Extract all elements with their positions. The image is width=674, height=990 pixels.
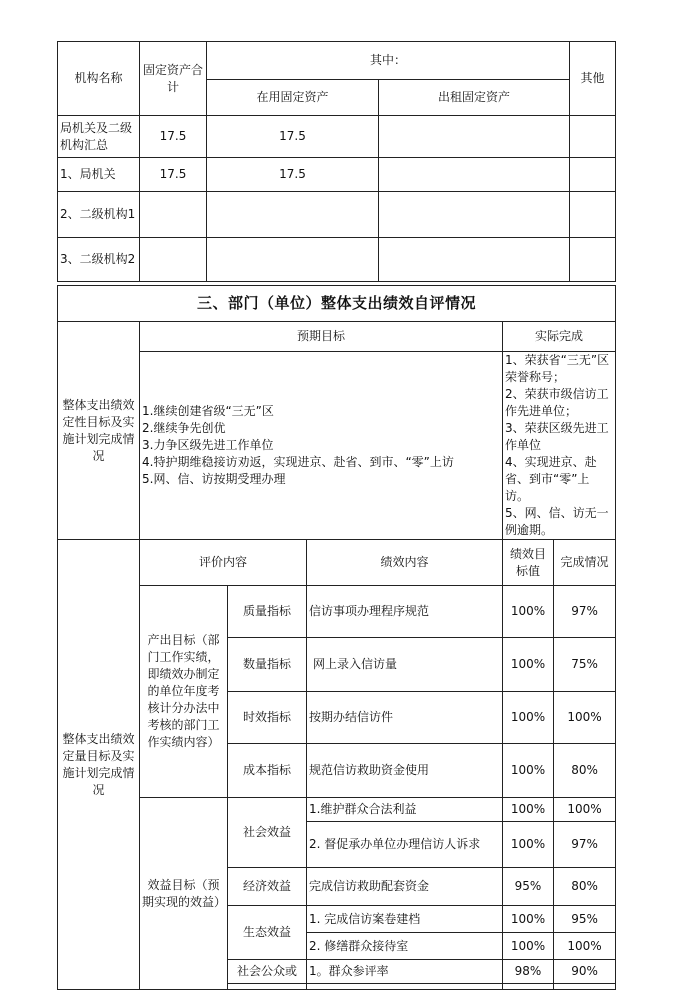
indicator-cell: 数量指标 bbox=[228, 638, 307, 692]
in-use-cell: 17.5 bbox=[207, 116, 379, 158]
expected-items: 1.继续创建省级“三无”区 2.继续争先创优 3.力争区级先进工作单位 4.特护期维稳接访劝返，实现进京、赴省、到市、“零”上访 5.网、信、访按期受理办理 bbox=[140, 352, 503, 540]
target-cell: 100% bbox=[503, 933, 554, 960]
continuation-cell bbox=[228, 984, 307, 990]
actual-cell: 80% bbox=[554, 868, 616, 906]
header-other: 其他 bbox=[570, 42, 616, 116]
in-use-cell bbox=[207, 192, 379, 238]
continuation-cell bbox=[307, 984, 503, 990]
content-cell: 网上录入信访量 bbox=[307, 638, 503, 692]
output-target-label: 产出目标（部门工作实绩，即绩效办制定的单位年度考核计分办法中考核的部门工作实绩内容） bbox=[140, 586, 228, 798]
content-cell: 完成信访救助配套资金 bbox=[307, 868, 503, 906]
expected-header: 预期目标 bbox=[140, 322, 503, 352]
fixed-asset-table bbox=[57, 41, 616, 282]
target-cell: 100% bbox=[503, 798, 554, 822]
table-row bbox=[58, 238, 616, 282]
leased-cell bbox=[379, 238, 570, 282]
org-name-cell: 3、二级机构2 bbox=[58, 238, 140, 282]
actual-cell: 80% bbox=[554, 744, 616, 798]
table-row bbox=[58, 798, 616, 822]
continuation-cell bbox=[554, 984, 616, 990]
content-cell: 1. 完成信访案卷建档 bbox=[307, 906, 503, 933]
indicator-cell: 社会公众或 bbox=[228, 960, 307, 984]
in-use-cell bbox=[207, 238, 379, 282]
target-cell: 100% bbox=[503, 586, 554, 638]
table-row bbox=[58, 116, 616, 158]
indicator-cell: 时效指标 bbox=[228, 692, 307, 744]
actual-cell: 95% bbox=[554, 906, 616, 933]
other-cell bbox=[570, 238, 616, 282]
header-in-use: 在用固定资产 bbox=[207, 80, 379, 116]
target-cell: 95% bbox=[503, 868, 554, 906]
header-of-which: 其中： bbox=[207, 42, 570, 80]
header-target-value: 绩效目标值 bbox=[503, 540, 554, 586]
header-fixed-total: 固定资产合计 bbox=[140, 42, 207, 116]
other-cell bbox=[570, 158, 616, 192]
actual-cell: 97% bbox=[554, 822, 616, 868]
header-org-name: 机构名称 bbox=[58, 42, 140, 116]
actual-cell: 100% bbox=[554, 933, 616, 960]
content-cell: 1。群众参评率 bbox=[307, 960, 503, 984]
table-row bbox=[58, 586, 616, 638]
target-cell: 100% bbox=[503, 692, 554, 744]
target-cell: 100% bbox=[503, 744, 554, 798]
other-cell bbox=[570, 116, 616, 158]
content-cell: 1.维护群众合法利益 bbox=[307, 798, 503, 822]
header-evaluation-content: 评价内容 bbox=[140, 540, 307, 586]
actual-header: 实际完成 bbox=[503, 322, 616, 352]
content-cell: 2. 督促承办单位办理信访人诉求 bbox=[307, 822, 503, 868]
actual-cell: 100% bbox=[554, 692, 616, 744]
target-cell: 100% bbox=[503, 906, 554, 933]
actual-items: 1、荣获省“三无”区荣誉称号； 2、荣获市级信访工作先进单位； 3、荣获区级先进工作单位 4、实现进京、赴省、到市“零”上访。 5、网、信、访无一例逾期。 bbox=[503, 352, 616, 540]
leased-cell bbox=[379, 158, 570, 192]
fixed-total-cell bbox=[140, 192, 207, 238]
org-name-cell: 2、二级机构1 bbox=[58, 192, 140, 238]
qualitative-label: 整体支出绩效定性目标及实施计划完成情况 bbox=[58, 322, 140, 540]
indicator-cell: 质量指标 bbox=[228, 586, 307, 638]
indicator-cell: 经济效益 bbox=[228, 868, 307, 906]
actual-cell: 90% bbox=[554, 960, 616, 984]
performance-table bbox=[57, 285, 616, 990]
target-cell: 98% bbox=[503, 960, 554, 984]
in-use-cell: 17.5 bbox=[207, 158, 379, 192]
indicator-cell: 生态效益 bbox=[228, 906, 307, 960]
header-performance-content: 绩效内容 bbox=[307, 540, 503, 586]
actual-cell: 97% bbox=[554, 586, 616, 638]
leased-cell bbox=[379, 192, 570, 238]
content-cell: 2. 修缮群众接待室 bbox=[307, 933, 503, 960]
leased-cell bbox=[379, 116, 570, 158]
fixed-total-cell: 17.5 bbox=[140, 116, 207, 158]
fixed-total-cell: 17.5 bbox=[140, 158, 207, 192]
section-title: 三、部门（单位）整体支出绩效自评情况 bbox=[58, 286, 616, 322]
target-cell: 100% bbox=[503, 638, 554, 692]
content-cell: 信访事项办理程序规范 bbox=[307, 586, 503, 638]
header-leased: 出租固定资产 bbox=[379, 80, 570, 116]
org-name-cell: 局机关及二级机构汇总 bbox=[58, 116, 140, 158]
fixed-total-cell bbox=[140, 238, 207, 282]
table-row bbox=[58, 158, 616, 192]
benefit-target-label: 效益目标（预期实现的效益） bbox=[140, 798, 228, 990]
target-cell: 100% bbox=[503, 822, 554, 868]
indicator-cell: 社会效益 bbox=[228, 798, 307, 868]
content-cell: 规范信访救助资金使用 bbox=[307, 744, 503, 798]
other-cell bbox=[570, 192, 616, 238]
actual-cell: 75% bbox=[554, 638, 616, 692]
org-name-cell: 1、局机关 bbox=[58, 158, 140, 192]
quantitative-label: 整体支出绩效定量目标及实施计划完成情况 bbox=[58, 540, 140, 990]
actual-cell: 100% bbox=[554, 798, 616, 822]
indicator-cell: 成本指标 bbox=[228, 744, 307, 798]
table-row bbox=[58, 192, 616, 238]
continuation-cell bbox=[503, 984, 554, 990]
header-completion: 完成情况 bbox=[554, 540, 616, 586]
content-cell: 按期办结信访件 bbox=[307, 692, 503, 744]
